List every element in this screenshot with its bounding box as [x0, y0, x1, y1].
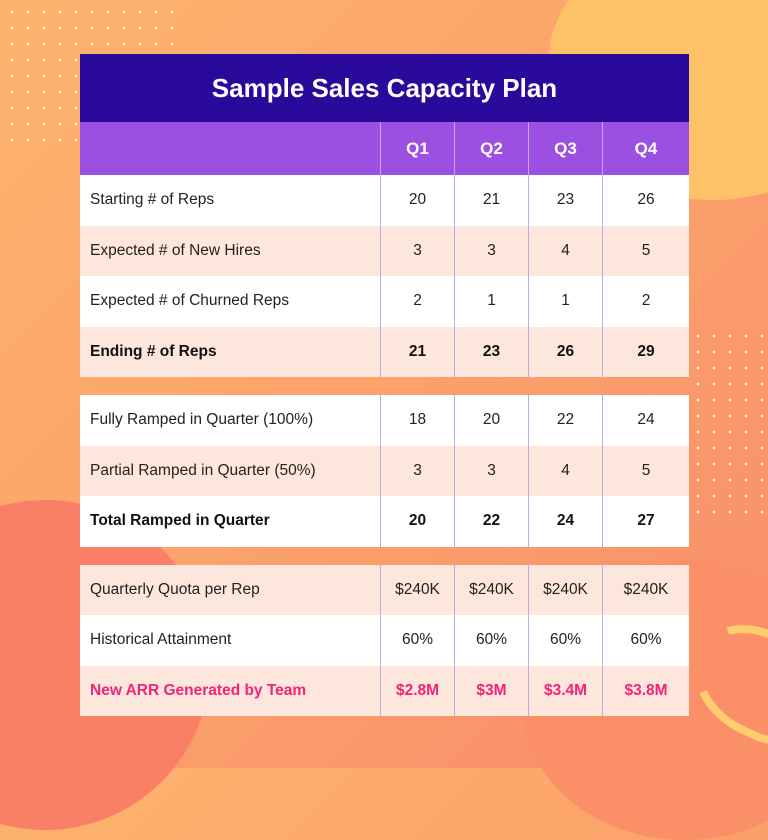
- cell-q2: 3: [454, 226, 528, 277]
- ramp-section: [80, 395, 689, 547]
- cell-q4: 29: [602, 327, 689, 378]
- cell-q1: $240K: [380, 565, 454, 616]
- cell-q1: 20: [380, 175, 454, 226]
- cell-q2: 20: [454, 395, 528, 446]
- cell-q4: 5: [602, 226, 689, 277]
- row-label: Expected # of New Hires: [90, 241, 261, 259]
- cell-q2: 1: [454, 276, 528, 327]
- table-row-historical-attainment: [80, 615, 689, 666]
- cell-q3: 1: [528, 276, 602, 327]
- cell-q2: 22: [454, 496, 528, 547]
- row-label: Total Ramped in Quarter: [90, 512, 270, 530]
- column-header-q2: Q2: [454, 122, 528, 175]
- header-section: [80, 122, 689, 377]
- cell-q3: $3.4M: [528, 666, 602, 717]
- cell-q3: 60%: [528, 615, 602, 666]
- cell-q4: 2: [602, 276, 689, 327]
- cell-q3: 4: [528, 226, 602, 277]
- dot-pattern-right: [690, 328, 766, 518]
- table-row-starting-reps: [80, 175, 689, 226]
- cell-q3: 4: [528, 446, 602, 497]
- cell-q2: $3M: [454, 666, 528, 717]
- row-label: Fully Ramped in Quarter (100%): [90, 411, 314, 429]
- row-label: Quarterly Quota per Rep: [90, 580, 260, 598]
- table-row-churned-reps: [80, 276, 689, 327]
- cell-q3: 26: [528, 327, 602, 378]
- header-row: [80, 122, 689, 175]
- row-label: New ARR Generated by Team: [90, 681, 307, 699]
- cell-q4: $240K: [602, 565, 689, 616]
- cell-q4: 26: [602, 175, 689, 226]
- capacity-plan-table: [80, 54, 689, 716]
- cell-q2: 23: [454, 327, 528, 378]
- cell-q1: $2.8M: [380, 666, 454, 717]
- table-row-quota-per-rep: [80, 565, 689, 616]
- cell-q3: 24: [528, 496, 602, 547]
- cell-q2: 3: [454, 446, 528, 497]
- table-title: Sample Sales Capacity Plan: [80, 54, 689, 122]
- table-row-ending-reps: [80, 327, 689, 378]
- cell-q1: 3: [380, 446, 454, 497]
- cell-q1: 20: [380, 496, 454, 547]
- cell-q4: 5: [602, 446, 689, 497]
- row-label: Partial Ramped in Quarter (50%): [90, 461, 316, 479]
- arr-section: [80, 565, 689, 717]
- cell-q4: 24: [602, 395, 689, 446]
- header-label-cell: [80, 122, 380, 175]
- row-label: Ending # of Reps: [90, 342, 217, 360]
- cell-q1: 60%: [380, 615, 454, 666]
- cell-q4: 27: [602, 496, 689, 547]
- row-label: Starting # of Reps: [90, 191, 215, 209]
- cell-q1: 3: [380, 226, 454, 277]
- cell-q3: 22: [528, 395, 602, 446]
- cell-q1: 21: [380, 327, 454, 378]
- cell-q3: 23: [528, 175, 602, 226]
- column-header-q3: Q3: [528, 122, 602, 175]
- cell-q2: $240K: [454, 565, 528, 616]
- table-row-fully-ramped: [80, 395, 689, 446]
- cell-q3: $240K: [528, 565, 602, 616]
- table-row-new-arr: [80, 666, 689, 717]
- column-header-q4: Q4: [602, 122, 689, 175]
- cell-q2: 60%: [454, 615, 528, 666]
- cell-q1: 2: [380, 276, 454, 327]
- column-header-q1: Q1: [380, 122, 454, 175]
- table-row-partial-ramped: [80, 446, 689, 497]
- row-label: Expected # of Churned Reps: [90, 292, 290, 310]
- table-row-total-ramped: [80, 496, 689, 547]
- table-row-new-hires: [80, 226, 689, 277]
- cell-q4: $3.8M: [602, 666, 689, 717]
- row-label: Historical Attainment: [90, 631, 232, 649]
- cell-q1: 18: [380, 395, 454, 446]
- cell-q2: 21: [454, 175, 528, 226]
- cell-q4: 60%: [602, 615, 689, 666]
